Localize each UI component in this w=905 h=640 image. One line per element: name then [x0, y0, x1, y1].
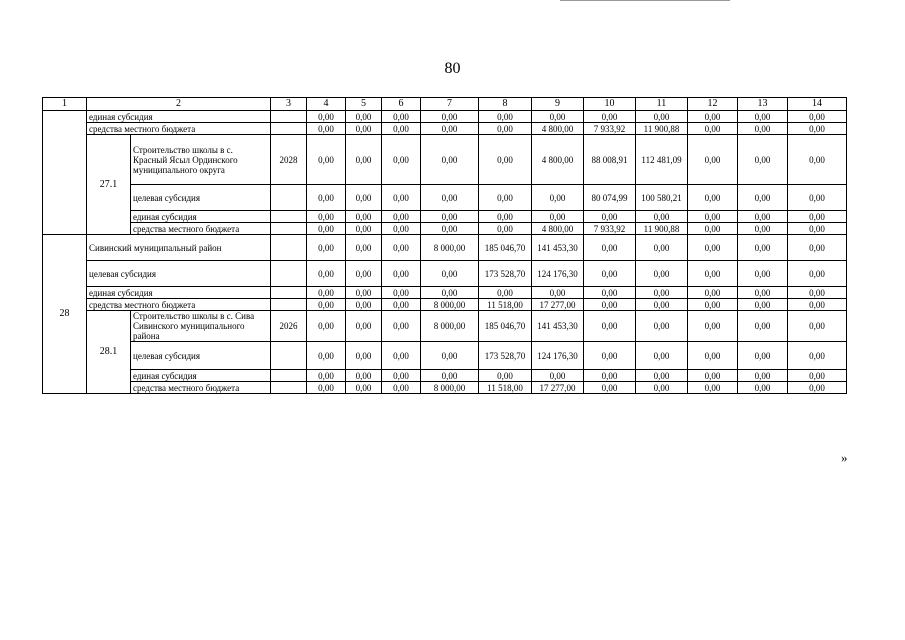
- value-cell: 0,00: [788, 235, 847, 261]
- value-cell: 0,00: [788, 261, 847, 287]
- value-cell: 141 453,30: [532, 235, 584, 261]
- value-cell: 0,00: [584, 287, 636, 299]
- row-label: единая субсидия: [87, 287, 271, 299]
- value-cell: 0,00: [307, 185, 346, 211]
- value-cell: 0,00: [788, 342, 847, 370]
- value-cell: 0,00: [688, 287, 738, 299]
- value-cell: 11 518,00: [479, 382, 532, 394]
- header-cell: 8: [479, 98, 532, 111]
- value-cell: 0,00: [307, 223, 346, 235]
- value-cell: 0,00: [788, 211, 847, 223]
- value-cell: 0,00: [688, 185, 738, 211]
- header-cell: 13: [738, 98, 788, 111]
- value-cell: 0,00: [382, 211, 421, 223]
- year-cell: [271, 185, 307, 211]
- table-row: [43, 111, 847, 123]
- value-cell: 0,00: [688, 211, 738, 223]
- year-cell: [271, 342, 307, 370]
- value-cell: 0,00: [738, 211, 788, 223]
- year-cell: [271, 111, 307, 123]
- value-cell: 8 000,00: [421, 311, 479, 342]
- header-cell: 1: [43, 98, 87, 111]
- value-cell: 8 000,00: [421, 235, 479, 261]
- row-label: единая субсидия: [87, 111, 271, 123]
- table-row: [43, 370, 847, 382]
- value-cell: 0,00: [421, 342, 479, 370]
- header-cell: 10: [584, 98, 636, 111]
- value-cell: 0,00: [346, 261, 382, 287]
- value-cell: 0,00: [346, 185, 382, 211]
- year-cell: 2028: [271, 135, 307, 185]
- value-cell: 0,00: [738, 135, 788, 185]
- value-cell: 0,00: [788, 123, 847, 135]
- value-cell: 0,00: [307, 342, 346, 370]
- table-row: [43, 382, 847, 394]
- value-cell: 0,00: [788, 370, 847, 382]
- value-cell: 185 046,70: [479, 311, 532, 342]
- value-cell: 0,00: [307, 370, 346, 382]
- value-cell: 0,00: [636, 299, 688, 311]
- value-cell: 0,00: [584, 382, 636, 394]
- value-cell: 0,00: [346, 382, 382, 394]
- year-cell: 2026: [271, 311, 307, 342]
- value-cell: 0,00: [307, 235, 346, 261]
- value-cell: 0,00: [584, 370, 636, 382]
- value-cell: 0,00: [346, 123, 382, 135]
- value-cell: 0,00: [346, 370, 382, 382]
- value-cell: 0,00: [307, 287, 346, 299]
- value-cell: 0,00: [738, 123, 788, 135]
- year-cell: [271, 261, 307, 287]
- value-cell: 17 277,00: [532, 299, 584, 311]
- value-cell: 0,00: [688, 382, 738, 394]
- year-cell: [271, 299, 307, 311]
- value-cell: 0,00: [738, 235, 788, 261]
- value-cell: 88 008,91: [584, 135, 636, 185]
- value-cell: 0,00: [532, 111, 584, 123]
- value-cell: 0,00: [346, 111, 382, 123]
- value-cell: 0,00: [346, 299, 382, 311]
- value-cell: 0,00: [346, 235, 382, 261]
- value-cell: 0,00: [688, 311, 738, 342]
- value-cell: 0,00: [421, 223, 479, 235]
- table-row: [43, 123, 847, 135]
- value-cell: 0,00: [636, 211, 688, 223]
- value-cell: 0,00: [307, 135, 346, 185]
- value-cell: 0,00: [346, 287, 382, 299]
- year-cell: [271, 382, 307, 394]
- year-cell: [271, 223, 307, 235]
- header-cell: 2: [87, 98, 271, 111]
- value-cell: 0,00: [584, 342, 636, 370]
- value-cell: 0,00: [382, 123, 421, 135]
- value-cell: 0,00: [788, 111, 847, 123]
- value-cell: 0,00: [688, 235, 738, 261]
- value-cell: 11 900,88: [636, 223, 688, 235]
- value-cell: 141 453,30: [532, 311, 584, 342]
- value-cell: 0,00: [636, 235, 688, 261]
- table-row: [43, 185, 847, 211]
- value-cell: 0,00: [307, 123, 346, 135]
- value-cell: 173 528,70: [479, 261, 532, 287]
- value-cell: 0,00: [738, 382, 788, 394]
- row-label: средства местного бюджета: [131, 382, 271, 394]
- value-cell: 0,00: [421, 261, 479, 287]
- year-cell: [271, 235, 307, 261]
- value-cell: 0,00: [636, 342, 688, 370]
- value-cell: 0,00: [382, 370, 421, 382]
- index-cell: [43, 111, 87, 235]
- value-cell: 185 046,70: [479, 235, 532, 261]
- table-row: [43, 342, 847, 370]
- value-cell: 0,00: [636, 111, 688, 123]
- value-cell: 0,00: [382, 261, 421, 287]
- value-cell: 0,00: [421, 111, 479, 123]
- value-cell: 0,00: [307, 211, 346, 223]
- row-label: средства местного бюджета: [87, 299, 271, 311]
- value-cell: 0,00: [382, 111, 421, 123]
- value-cell: 0,00: [532, 370, 584, 382]
- year-cell: [271, 287, 307, 299]
- value-cell: 0,00: [532, 287, 584, 299]
- row-label: Сивинский муниципальный район: [87, 235, 271, 261]
- value-cell: 0,00: [738, 342, 788, 370]
- header-cell: 7: [421, 98, 479, 111]
- value-cell: 0,00: [346, 135, 382, 185]
- value-cell: 7 933,92: [584, 223, 636, 235]
- value-cell: 8 000,00: [421, 382, 479, 394]
- header-cell: 12: [688, 98, 738, 111]
- value-cell: 0,00: [788, 185, 847, 211]
- value-cell: 4 800,00: [532, 135, 584, 185]
- value-cell: 0,00: [788, 287, 847, 299]
- row-label: средства местного бюджета: [87, 123, 271, 135]
- value-cell: 0,00: [788, 299, 847, 311]
- value-cell: 0,00: [788, 223, 847, 235]
- value-cell: 0,00: [421, 185, 479, 211]
- value-cell: 0,00: [738, 287, 788, 299]
- row-label: средства местного бюджета: [131, 223, 271, 235]
- value-cell: 0,00: [688, 123, 738, 135]
- header-cell: 9: [532, 98, 584, 111]
- budget-table: [42, 97, 847, 394]
- value-cell: 0,00: [479, 287, 532, 299]
- value-cell: 0,00: [421, 287, 479, 299]
- value-cell: 0,00: [688, 261, 738, 287]
- closing-quote: »: [841, 450, 848, 465]
- value-cell: 0,00: [479, 185, 532, 211]
- header-cell: 14: [788, 98, 847, 111]
- table-row: [43, 311, 847, 342]
- value-cell: 0,00: [688, 111, 738, 123]
- value-cell: 80 074,99: [584, 185, 636, 211]
- value-cell: 8 000,00: [421, 299, 479, 311]
- header-cell: 4: [307, 98, 346, 111]
- value-cell: 124 176,30: [532, 261, 584, 287]
- value-cell: 0,00: [584, 111, 636, 123]
- table-row: [43, 223, 847, 235]
- value-cell: 0,00: [382, 235, 421, 261]
- table-row: [43, 287, 847, 299]
- value-cell: 0,00: [636, 311, 688, 342]
- value-cell: 173 528,70: [479, 342, 532, 370]
- value-cell: 0,00: [584, 299, 636, 311]
- value-cell: 0,00: [788, 382, 847, 394]
- table-row: [43, 211, 847, 223]
- index-cell: 27.1: [87, 135, 131, 235]
- header-cell: 5: [346, 98, 382, 111]
- value-cell: 100 580,21: [636, 185, 688, 211]
- value-cell: 0,00: [636, 261, 688, 287]
- table-row: [43, 235, 847, 261]
- row-label: целевая субсидия: [87, 261, 271, 287]
- header-cell: 11: [636, 98, 688, 111]
- value-cell: 124 176,30: [532, 342, 584, 370]
- value-cell: 0,00: [421, 135, 479, 185]
- value-cell: 0,00: [532, 185, 584, 211]
- header-cell: 3: [271, 98, 307, 111]
- index-cell: 28: [43, 235, 87, 394]
- value-cell: 0,00: [738, 223, 788, 235]
- row-label: единая субсидия: [131, 211, 271, 223]
- value-cell: 0,00: [382, 287, 421, 299]
- value-cell: 11 518,00: [479, 299, 532, 311]
- value-cell: 0,00: [479, 223, 532, 235]
- value-cell: 0,00: [479, 135, 532, 185]
- header-cell: 6: [382, 98, 421, 111]
- value-cell: 0,00: [688, 299, 738, 311]
- year-cell: [271, 123, 307, 135]
- value-cell: 0,00: [346, 342, 382, 370]
- value-cell: 0,00: [382, 382, 421, 394]
- value-cell: 0,00: [421, 370, 479, 382]
- table-row: [43, 261, 847, 287]
- value-cell: 0,00: [382, 223, 421, 235]
- row-label: Строительство школы в с. Сива Сивинского муниципального района: [131, 311, 271, 342]
- value-cell: 0,00: [738, 111, 788, 123]
- value-cell: 0,00: [307, 382, 346, 394]
- value-cell: 0,00: [738, 370, 788, 382]
- value-cell: 0,00: [307, 261, 346, 287]
- value-cell: 0,00: [738, 299, 788, 311]
- value-cell: 0,00: [584, 261, 636, 287]
- value-cell: 0,00: [688, 135, 738, 185]
- top-rule: [560, 0, 730, 1]
- value-cell: 4 800,00: [532, 123, 584, 135]
- year-cell: [271, 211, 307, 223]
- value-cell: 0,00: [382, 299, 421, 311]
- value-cell: 0,00: [584, 311, 636, 342]
- value-cell: 0,00: [636, 382, 688, 394]
- row-label: целевая субсидия: [131, 342, 271, 370]
- value-cell: 0,00: [382, 311, 421, 342]
- value-cell: 0,00: [688, 342, 738, 370]
- value-cell: 0,00: [738, 311, 788, 342]
- value-cell: 4 800,00: [532, 223, 584, 235]
- value-cell: 0,00: [479, 370, 532, 382]
- value-cell: 0,00: [788, 311, 847, 342]
- value-cell: 0,00: [688, 370, 738, 382]
- value-cell: 112 481,09: [636, 135, 688, 185]
- value-cell: 0,00: [479, 211, 532, 223]
- value-cell: 0,00: [346, 311, 382, 342]
- row-label: единая субсидия: [131, 370, 271, 382]
- value-cell: 17 277,00: [532, 382, 584, 394]
- row-label: целевая субсидия: [131, 185, 271, 211]
- value-cell: 0,00: [584, 235, 636, 261]
- value-cell: 0,00: [307, 111, 346, 123]
- value-cell: 0,00: [688, 223, 738, 235]
- page-number: 80: [444, 60, 461, 77]
- header-row: [43, 98, 847, 111]
- value-cell: 0,00: [479, 111, 532, 123]
- value-cell: 0,00: [382, 185, 421, 211]
- year-cell: [271, 370, 307, 382]
- value-cell: 0,00: [382, 342, 421, 370]
- value-cell: 0,00: [738, 185, 788, 211]
- table-row: [43, 135, 847, 185]
- value-cell: 0,00: [788, 135, 847, 185]
- value-cell: 0,00: [307, 299, 346, 311]
- index-cell: 28.1: [87, 311, 131, 394]
- value-cell: 0,00: [636, 287, 688, 299]
- value-cell: 11 900,88: [636, 123, 688, 135]
- row-label: Строительство школы в с. Красный Ясыл Ординского муниципального округа: [131, 135, 271, 185]
- value-cell: 0,00: [307, 311, 346, 342]
- value-cell: 0,00: [479, 123, 532, 135]
- value-cell: 0,00: [346, 211, 382, 223]
- value-cell: 0,00: [738, 261, 788, 287]
- table-row: [43, 299, 847, 311]
- value-cell: 0,00: [421, 123, 479, 135]
- value-cell: 0,00: [532, 211, 584, 223]
- value-cell: 7 933,92: [584, 123, 636, 135]
- value-cell: 0,00: [636, 370, 688, 382]
- value-cell: 0,00: [346, 223, 382, 235]
- value-cell: 0,00: [584, 211, 636, 223]
- value-cell: 0,00: [382, 135, 421, 185]
- value-cell: 0,00: [421, 211, 479, 223]
